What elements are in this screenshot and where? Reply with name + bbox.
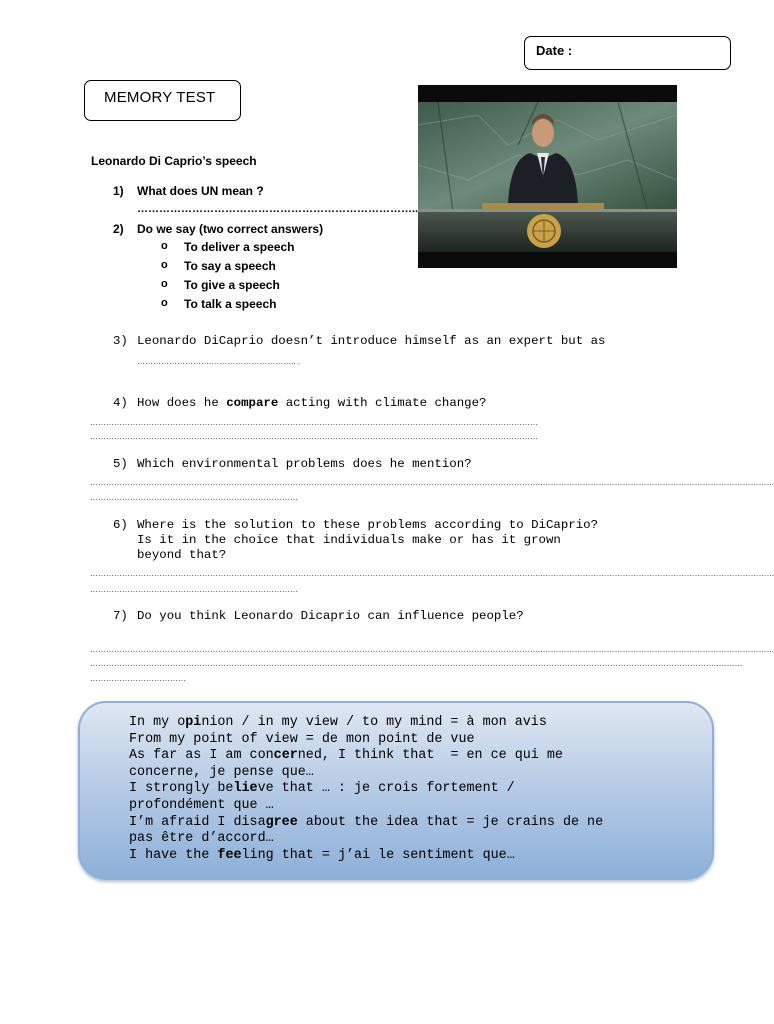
question-4-number: 4) <box>113 396 128 410</box>
phrase-line <box>129 781 603 798</box>
question-number: 2) <box>113 222 124 236</box>
bullet-icon: o <box>161 297 168 309</box>
phrases-list <box>129 715 603 864</box>
question-7-text: Do you think Leonardo Dicaprio can influence people? <box>137 609 524 623</box>
question-4-post: acting with climate change? <box>278 396 487 410</box>
answer-line[interactable]: ……………………….………………………….. . <box>137 357 301 366</box>
phrase-stress: gree <box>265 814 298 830</box>
answer-line[interactable]: ……………………………………………………………………………………………………………………………………………………..…………………………………………………………………………… <box>90 569 774 578</box>
speaker-photo-illustration <box>418 85 677 268</box>
answer-line[interactable]: …………………………………………………………………………………………………………………………………………………… <box>90 432 538 441</box>
question-number: 1) <box>113 184 124 198</box>
phrase-stress: lie <box>233 781 258 797</box>
phrase-segment: concerne, je pense que… <box>129 764 314 780</box>
answer-line[interactable]: ………………………………………………………………………………………………………………………………………………………………………………………………………………..……… <box>90 659 743 668</box>
question-text: What does UN mean ? <box>137 184 264 198</box>
phrase-segment: ling that = j’ai le sentiment que… <box>241 847 515 863</box>
bullet-icon: o <box>161 259 168 271</box>
question-2 <box>113 222 413 238</box>
option-item[interactable] <box>161 240 361 256</box>
phrase-stress: fee <box>217 847 242 863</box>
question-6-line-1: Where is the solution to these problems according to DiCaprio? <box>137 518 599 532</box>
date-field[interactable] <box>524 36 731 70</box>
phrase-segment: From my point of view = de mon point de vue <box>129 731 475 747</box>
phrase-segment: about the idea that = je crains de ne <box>297 814 604 830</box>
phrase-segment: nion / in my view / to my mind = à mon avis <box>201 715 547 730</box>
answer-line[interactable]: ………………………………………………………………….. <box>137 203 419 215</box>
date-label: Date : <box>536 43 573 58</box>
phrase-segment: As far as I am con <box>129 748 274 764</box>
phrase-segment: ve that … : je crois fortement / <box>257 781 515 797</box>
phrase-segment: profondément que … <box>129 797 274 813</box>
phrase-segment: pas être d’accord… <box>129 831 274 847</box>
question-6-line-3: beyond that? <box>137 548 227 562</box>
option-item[interactable] <box>161 259 361 275</box>
phrase-line <box>129 748 603 765</box>
phrase-stress: pi <box>185 715 202 730</box>
question-4-keyword: compare <box>226 396 279 410</box>
phrase-line <box>129 798 603 815</box>
phrase-line <box>129 815 603 832</box>
question-6-number: 6) <box>113 518 128 532</box>
phrase-segment: ned, I think that = en ce qui me <box>297 748 563 764</box>
question-4-pre: How does he <box>137 396 227 410</box>
option-label: To give a speech <box>184 278 280 292</box>
answer-line[interactable]: …………………………………………………………………… <box>90 493 298 502</box>
question-5-text: Which environmental problems does he mention? <box>137 457 472 471</box>
useful-phrases-panel <box>78 701 714 880</box>
phrase-line <box>129 715 603 732</box>
phrase-segment: I strongly be <box>129 781 234 797</box>
phrase-line <box>129 848 603 865</box>
answer-line[interactable]: ……………………………………………………………………………………………………………………………………………………..…………………………………………………………………………… <box>90 645 774 654</box>
question-7-number: 7) <box>113 609 128 623</box>
question-text: Do we say (two correct answers) <box>137 222 324 236</box>
title-box <box>84 80 241 121</box>
phrase-segment: I’m afraid I disa <box>129 814 266 830</box>
option-item[interactable] <box>161 278 361 294</box>
answer-line[interactable]: ……………………………… <box>90 674 186 683</box>
bullet-icon: o <box>161 240 168 252</box>
page-title: MEMORY TEST <box>104 89 216 106</box>
question-1 <box>113 184 413 200</box>
question-6-line-2: Is it in the choice that individuals make or has it grown <box>137 533 561 547</box>
answer-line[interactable]: …………………………………………………………………………………………………………………………………………………… <box>90 418 538 427</box>
phrase-stress: cer <box>273 748 298 764</box>
option-label: To talk a speech <box>184 297 277 311</box>
option-item[interactable] <box>161 297 361 313</box>
question-3-number: 3) <box>113 334 128 348</box>
phrase-line <box>129 765 603 782</box>
phrase-line <box>129 831 603 848</box>
question-5-number: 5) <box>113 457 128 471</box>
answer-line[interactable]: ……………………………………………………………………………………………………………………………………………………..…………………………………………………………………………… <box>90 478 774 487</box>
bullet-icon: o <box>161 278 168 290</box>
worksheet-subtitle: Leonardo Di Caprio’s speech <box>91 154 257 168</box>
speaker-photo <box>418 85 677 268</box>
phrase-segment: In my o <box>129 715 186 730</box>
question-4-text <box>137 396 487 412</box>
question-3-text: Leonardo DiCaprio doesn’t introduce himself as an expert but as <box>137 334 606 348</box>
answer-line[interactable]: …………………………………………………………………… <box>90 585 298 594</box>
phrase-segment: I have the <box>129 847 218 863</box>
phrase-line <box>129 732 603 749</box>
option-label: To say a speech <box>184 259 276 273</box>
option-label: To deliver a speech <box>184 240 295 254</box>
un-emblem-icon <box>527 214 561 248</box>
